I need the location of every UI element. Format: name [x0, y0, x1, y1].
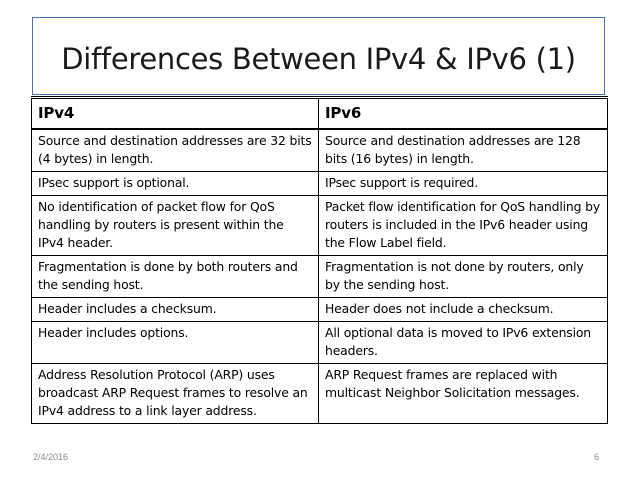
table-cell-ipv4: No identification of packet flow for QoS handling by routers is present within the IPv4 header.	[32, 196, 319, 256]
slide-title: Differences Between IPv4 & IPv6 (1)	[61, 42, 576, 76]
table-row	[32, 298, 608, 322]
table-row	[32, 129, 608, 172]
table-cell-ipv4: Source and destination addresses are 32 bits (4 bytes) in length.	[32, 129, 319, 172]
table-cell-ipv4: Address Resolution Protocol (ARP) uses broadcast ARP Request frames to resolve an IPv4 address to a link layer address.	[32, 364, 319, 424]
table-cell-ipv6: Header does not include a checksum.	[319, 298, 608, 322]
title-box	[32, 17, 605, 95]
footer-date: 2/4/2016	[33, 452, 69, 462]
table-cell-ipv6: IPsec support is required.	[319, 172, 608, 196]
table-cell-ipv6: Source and destination addresses are 128 bits (16 bytes) in length.	[319, 129, 608, 172]
table-cell-ipv4: Header includes a checksum.	[32, 298, 319, 322]
table-cell-ipv4: IPsec support is optional.	[32, 172, 319, 196]
comparison-table	[31, 96, 608, 424]
table-cell-ipv4: Fragmentation is done by both routers and the sending host.	[32, 256, 319, 298]
page-number: 6	[594, 452, 600, 462]
table-cell-ipv6: Fragmentation is not done by routers, only by the sending host.	[319, 256, 608, 298]
table-row	[32, 256, 608, 298]
table-header-row	[32, 98, 608, 130]
table-cell-ipv4: Header includes options.	[32, 322, 319, 364]
table-cell-ipv6: Packet flow identification for QoS handling by routers is included in the IPv6 header using the Flow Label field.	[319, 196, 608, 256]
table-cell-ipv6: ARP Request frames are replaced with multicast Neighbor Solicitation messages.	[319, 364, 608, 424]
table-cell-ipv6: All optional data is moved to IPv6 extension headers.	[319, 322, 608, 364]
table-row	[32, 364, 608, 424]
table-row	[32, 196, 608, 256]
column-header-ipv6: IPv6	[319, 98, 608, 130]
column-header-ipv4: IPv4	[32, 98, 319, 130]
table-row	[32, 172, 608, 196]
table-row	[32, 322, 608, 364]
